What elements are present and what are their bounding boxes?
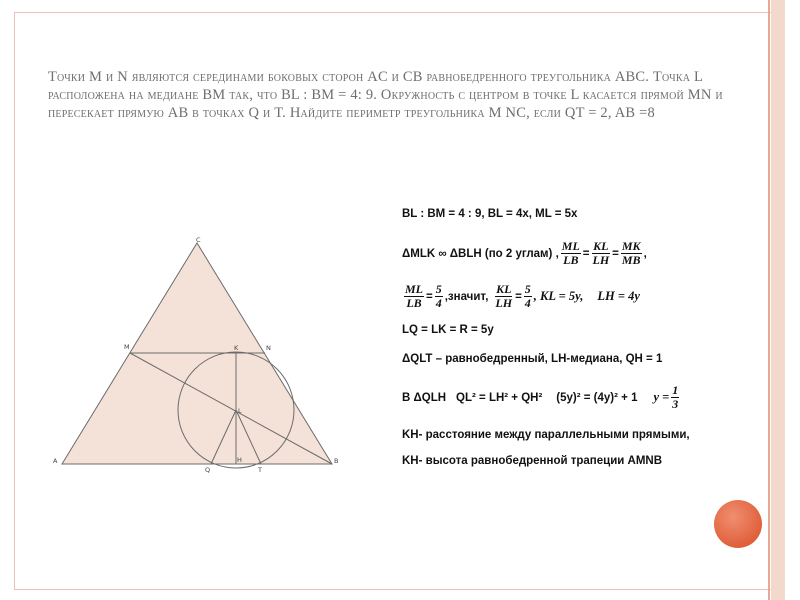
label-l: L [238,407,242,415]
fraction: $\frac{KL}{LH}$ [592,239,610,267]
problem-text: Точки M и N являются серединами боковых сторон AC и CB равнобедренного треугольника ABC. Точка L расположена на медиане BM так, что BL : BM = 4: 9. Окружность с центром в точке L касается прямой MN и пересекает прямую AB в точках Q и T. Найдите периметр треугольника M NC, если QT = 2, AB =8 [48,69,723,121]
label-n: N [266,344,271,352]
fraction: $\frac{ML}{LB}$ [561,239,580,267]
label-h: H [237,456,242,464]
fraction: $\frac{MK}{MB}$ [621,239,641,267]
label-b: B [334,457,339,465]
label-c: C [196,236,201,244]
solution-line-2: ΔMLK ∞ ΔBLH (по 2 углам) , $\frac{ML}{LB}$ = $\frac{KL}{LH}$ = $\frac{MK}{MB}$ , [402,239,647,267]
label-t: T [258,466,262,474]
solution-line-4: LQ = LK = R = 5y [402,324,494,336]
solution-line-6: В ΔQLH QL² = LH² + QH² (5y)² = (4y)² + 1 y = $\frac{1}{3}$ [402,383,679,411]
label-k: K [234,344,239,352]
line2-prefix: ΔMLK ∞ ΔBLH (по 2 углам) , [402,247,559,260]
solution-line-3: $\frac{ML}{LB}$ = $\frac{5}{4}$ ,значит, $\frac{KL}{LH}$ = $\frac{5}{4}$ , KL = 5y, LH = 4y [405,282,640,310]
fraction: $\frac{1}{3}$ [672,383,679,411]
fraction: $\frac{ML}{LB}$ [405,282,423,310]
label-q: Q [205,466,211,474]
solution-line-8: KH- высота равнобедренной трапеции AMNB [402,455,663,467]
fraction: $\frac{5}{4}$ [524,282,531,310]
label-m: M [124,343,130,351]
fraction: $\frac{5}{4}$ [435,282,442,310]
solution-line-7: KH- расстояние между параллельными прямыми, [402,429,690,441]
solution-line-1: BL : BM = 4 : 9, BL = 4x, ML = 5x [402,208,578,220]
fraction: $\frac{KL}{LH}$ [495,282,513,310]
decorative-circle [714,500,762,548]
solution-line-5: ΔQLT – равнобедренный, LH-медиана, QH = 1 [402,353,663,365]
label-a: A [53,457,58,465]
